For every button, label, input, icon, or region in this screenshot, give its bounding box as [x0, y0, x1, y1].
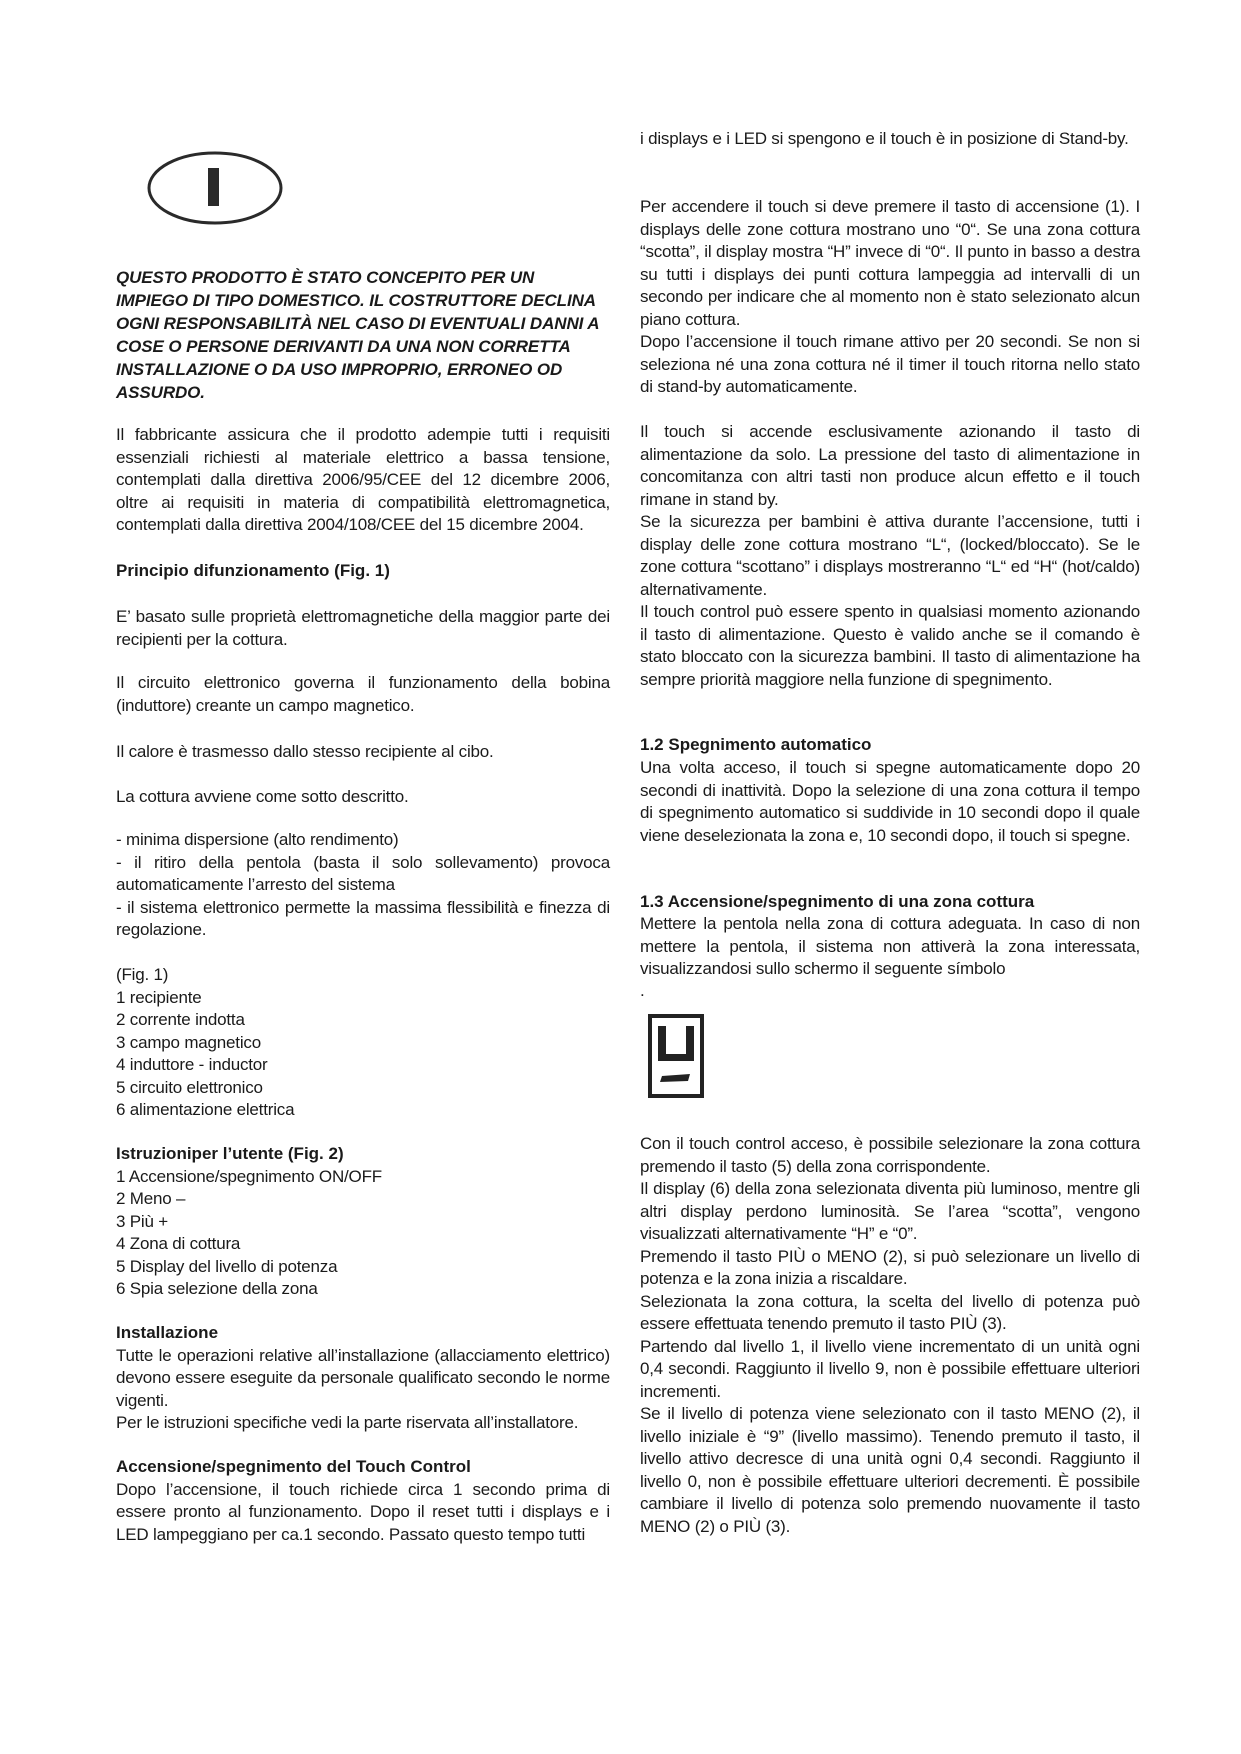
zone-paragraph-6: Partendo dal livello 1, il livello viene incrementato di un unità ogni 0,4 secondi. Raggiunto il livello 9, non è possibile effettuare ulteriori incrementi. [640, 1336, 1140, 1401]
principle-paragraph-2: Il circuito elettronico governa il funzionamento della bobina (induttore) creante un campo magnetico. [116, 673, 610, 715]
auto-off-paragraph: Una volta acceso, il touch si spegne automaticamente dopo 20 secondi di inattività. Dopo la selezione di una zona cottura il tempo di spegnimento automatico si suddivide in 10 secondi dopo il quale viene deselezionata la zona e, 10 secondi dopo, il touch si spegne. [640, 758, 1140, 845]
standby-paragraph: i displays e i LED si spengono e il touch è in posizione di Stand-by. [640, 129, 1129, 148]
zone-heading: 1.3 Accensione/spegnimento di una zona cottura [640, 892, 1035, 911]
installation-section [116, 1322, 610, 1435]
zone-paragraph-2: Con il touch control acceso, è possibile selezionare la zona cottura premendo il tasto (5) della zona corrispondente. [640, 1134, 1140, 1176]
no-pan-symbol-icon [648, 1014, 704, 1098]
zone-paragraph-5: Selezionata la zona cottura, la scelta del livello di potenza può essere effettuata tenendo premuto il tasto PIÙ (3). [640, 1291, 1140, 1333]
compliance-paragraph: Il fabbricante assicura che il prodotto adempie tutti i requisiti essenziali richiesti al materiale elettrico a bassa tensione, contemplati dalla direttiva 2006/95/CEE del 12 dicembre 2006, oltre ai requisiti in materia di compatibilità elettromagnetica, contemplati dalla direttiva 2004/108/CEE del 15 dicembre 2004. [116, 425, 610, 534]
list-item: 5 Display del livello di potenza [116, 1256, 338, 1276]
touch-control-section [116, 1456, 610, 1546]
list-item: 2 Meno – [116, 1189, 186, 1208]
list-item: 4 induttore - inductor [116, 1055, 268, 1074]
list-item: 1 recipiente [116, 987, 202, 1007]
principle-paragraph-3: Il calore è trasmesso dallo stesso recipiente al cibo. [116, 742, 494, 761]
principle-heading: Principio difunzionamento (Fig. 1) [116, 561, 390, 580]
list-item: 3 Più + [116, 1211, 168, 1231]
auto-standby-paragraph: Dopo l’accensione il touch rimane attivo per 20 secondi. Se non si seleziona né una zona cottura né il timer il touch ritorna nello stato di stand-by automaticamente. [640, 332, 1140, 396]
auto-off-heading: 1.2 Spegnimento automatico [640, 735, 872, 754]
power-on-paragraph: Per accendere il touch si deve premere il tasto di accensione (1). I displays delle zone cottura mostrano uno “0“. Se una zona cottura “scotta”, il display mostra “H” invece di “0“. Il punto in basso a destra su tutti i displays dei punti cottura lampeggia ad intervalli di un secondo per indicare che al momento non è stato selezionato alcun piano cottura. [640, 197, 1140, 329]
list-item: 1 Accensione/spegnimento ON/OFF [116, 1166, 382, 1186]
list-item: - il sistema elettronico permette la massima flessibilità e finezza di regolazione. [116, 897, 610, 939]
features-list [116, 829, 610, 942]
list-item: 6 alimentazione elettrica [116, 1100, 295, 1119]
zone-paragraph-4: Premendo il tasto PIÙ o MENO (2), si può selezionare un livello di potenza e la zona inizia a riscaldare. [640, 1246, 1140, 1288]
touch-control-heading: Accensione/spegnimento del Touch Control [116, 1457, 471, 1476]
principle-paragraph-4: La cottura avviene come sotto descritto. [116, 787, 409, 806]
list-item: - il ritiro della pentola (basta il solo sollevamento) provoca automaticamente l’arresto del sistema [116, 852, 610, 894]
child-lock-paragraph: Se la sicurezza per bambini è attiva durante l’accensione, tutti i display delle zone cottura mostrano “L“, (locked/bloccato). Se le zone cottura “scottano” i displays mostreranno “L“ ed “H“ (hot/caldo) alternativamente. [640, 512, 1140, 599]
zone-paragraph-3: Il display (6) della zona selezionata diventa più luminoso, mentre gli altri display perdono luminosità. Se l’area “scotta”, vengono visualizzati alternativamente “H” e “0”. [640, 1179, 1140, 1243]
list-item: 4 Zona di cottura [116, 1234, 241, 1253]
principle-paragraph-1: E’ basato sulle proprietà elettromagnetiche della maggior parte dei recipienti per la cottura. [116, 607, 610, 649]
italy-country-badge-icon [146, 150, 284, 226]
user-instructions [116, 1143, 610, 1301]
zone-paragraph-7: Se il livello di potenza viene selezionato con il tasto MENO (2), il livello iniziale è “9” (livello massimo). Tenendo premuto il tasto, il livello attivo decresce di una unità ogni 0,4 secondi. Raggiunto il livello 0, non è possibile effettuare ulteriori decrementi. È possibile cambiare il livello di potenza solo premendo nuovamente il tasto MENO (2) o PIÙ (3). [640, 1404, 1140, 1536]
installation-paragraph-1: Tutte le operazioni relative all’installazione (allacciamento elettrico) devono essere eseguite da personale qualificato secondo le norme vigenti. [116, 1345, 610, 1410]
zone-selection-text [640, 1133, 1140, 1538]
zone-paragraph-1: Mettere la pentola nella zona di cottura adeguata. In caso di non mettere la pentola, il sistema non attiverà la zona interessata, visualizzandosi sullo schermo il seguente símbolo [640, 914, 1140, 978]
power-key-paragraph: Il touch si accende esclusivamente azionando il tasto di alimentazione da solo. La pressione del tasto di alimentazione in concomitanza con altri tasti non produce alcun effetto e il touch rimane in stand by. [640, 422, 1140, 509]
power-off-paragraph: Il touch control può essere spento in qualsiasi momento azionando il tasto di alimentazione. Questo è valido anche se il comando è stato bloccato con la sicurezza bambini. Il tasto di alimentazione ha sempre priorità maggiore nella funzione di spegnimento. [640, 602, 1140, 689]
list-item: 6 Spia selezione della zona [116, 1279, 318, 1298]
domestic-use-warning: QUESTO PRODOTTO È STATO CONCEPITO PER UN IMPIEGO DI TIPO DOMESTICO. IL COSTRUTTORE DECLINA OGNI RESPONSABILITÀ NEL CASO DI EVENTUALI DANNI A COSE O PERSONE DERIVANTI DA UNA NON CORRETTA INSTALLAZIONE O DA USO IMPROPRIO, ERRONEO OD ASSURDO. [116, 268, 599, 402]
touch-control-paragraph: Dopo l’accensione, il touch richiede circa 1 secondo prima di essere pronto al funzionamento. Dopo il reset tutti i displays e i LED lampeggiano per ca.1 secondo. Passato questo tempo tutti [116, 1479, 610, 1544]
dot-mark: . [640, 981, 645, 1000]
list-item: - minima dispersione (alto rendimento) [116, 830, 399, 849]
installation-heading: Installazione [116, 1323, 219, 1342]
list-item: 2 corrente indotta [116, 1010, 245, 1029]
list-item: 3 campo magnetico [116, 1032, 261, 1052]
fig1-title: (Fig. 1) [116, 965, 169, 984]
installation-paragraph-2: Per le istruzioni specifiche vedi la parte riservata all’installatore. [116, 1413, 579, 1432]
fig1-legend [116, 964, 610, 1122]
user-instructions-heading: Istruzioniper l’utente (Fig. 2) [116, 1144, 344, 1163]
list-item: 5 circuito elettronico [116, 1077, 263, 1097]
